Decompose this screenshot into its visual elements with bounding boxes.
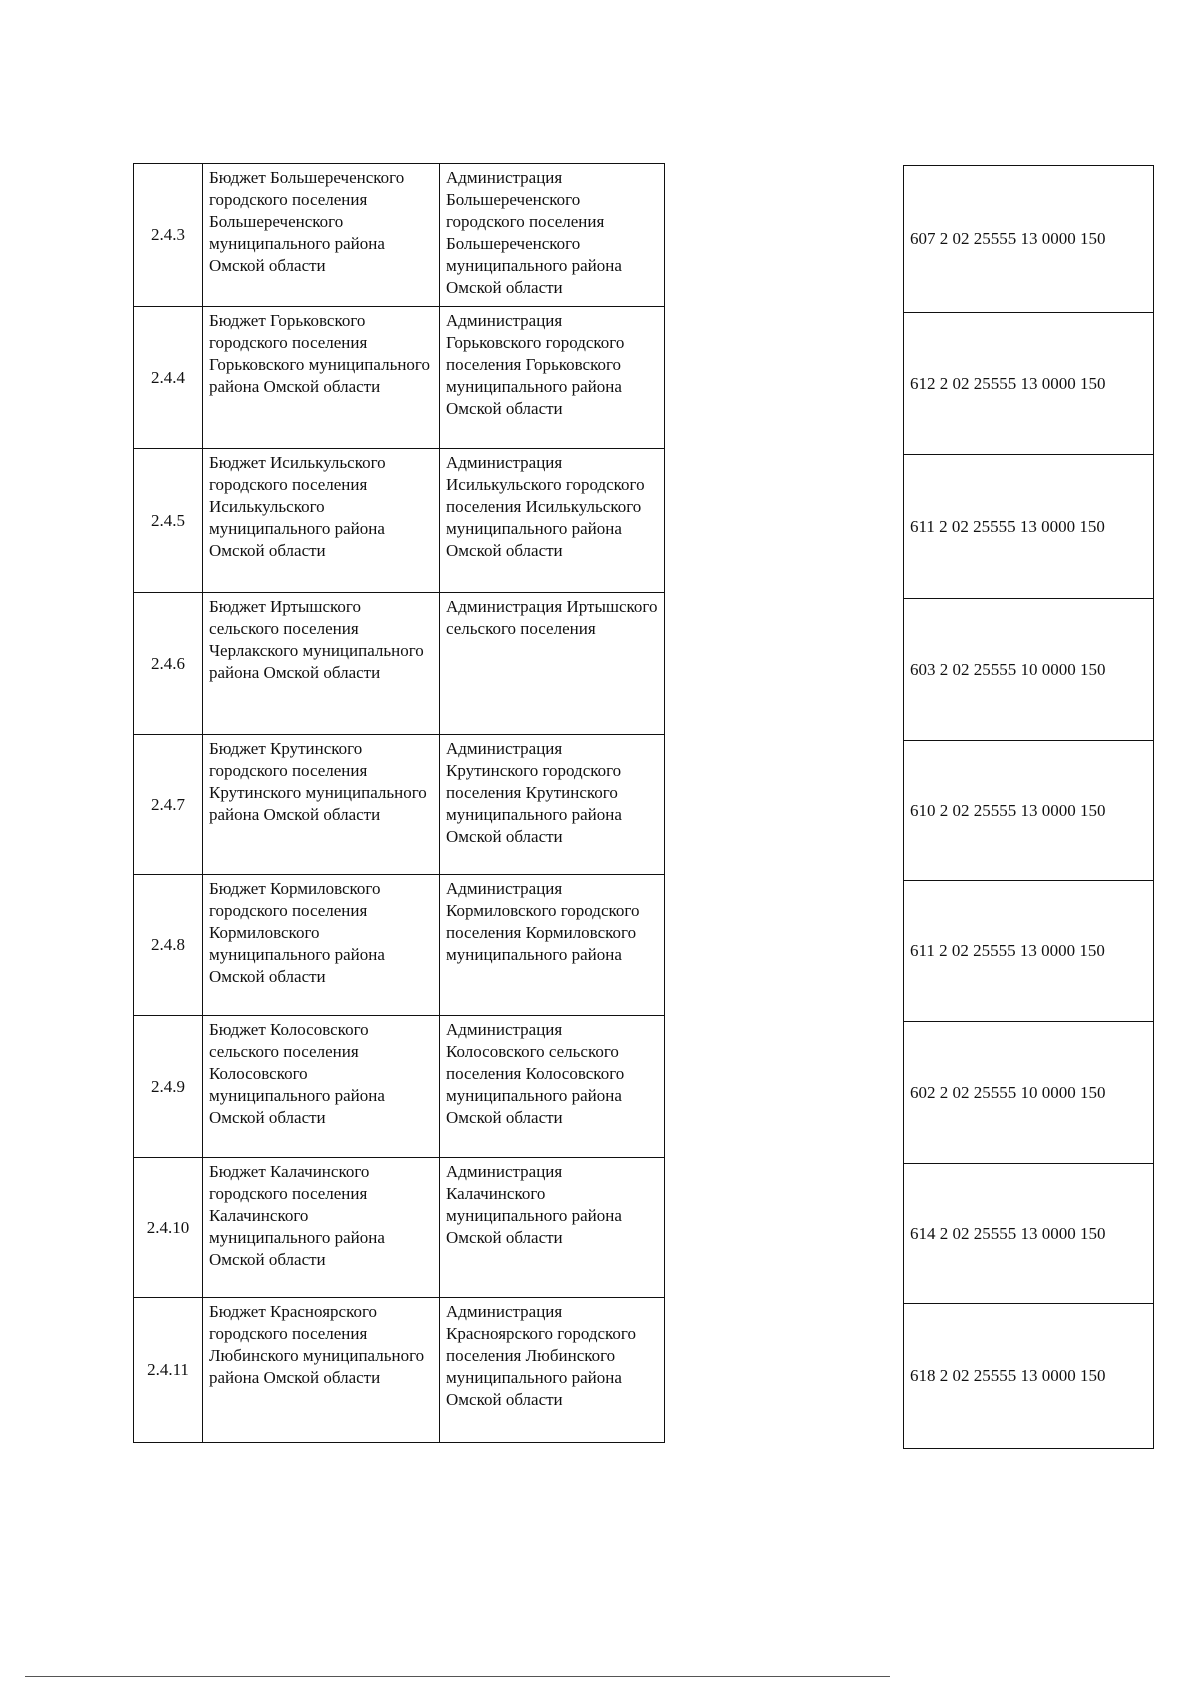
budget-code-table: [903, 165, 1154, 1449]
budget-classification-code: 603 2 02 25555 10 0000 150: [904, 599, 1154, 741]
budget-classification-code: 607 2 02 25555 13 0000 150: [904, 166, 1154, 313]
table-row: [904, 741, 1154, 881]
budget-classification-code: 611 2 02 25555 13 0000 150: [904, 455, 1154, 599]
row-number: 2.4.5: [134, 449, 203, 593]
table-row: [134, 307, 665, 449]
row-number: 2.4.3: [134, 164, 203, 307]
budget-name: Бюджет Красноярского городского поселения Любинского муниципального района Омской области: [203, 1298, 440, 1443]
page-bottom-divider: [25, 1676, 890, 1677]
administrator-name: Администрация Иртышского сельского поселения: [440, 593, 665, 735]
table-row: [904, 455, 1154, 599]
table-row: [904, 1022, 1154, 1164]
table-row: [904, 1304, 1154, 1449]
row-number: 2.4.11: [134, 1298, 203, 1443]
administrator-name: Администрация Колосовского сельского поселения Колосовского муниципального района Омской области: [440, 1016, 665, 1158]
budget-classification-code: 610 2 02 25555 13 0000 150: [904, 741, 1154, 881]
administrator-name: Администрация Горьковского городского поселения Горьковского муниципального района Омской области: [440, 307, 665, 449]
row-number: 2.4.4: [134, 307, 203, 449]
budget-name: Бюджет Исилькульского городского поселения Исилькульского муниципального района Омской области: [203, 449, 440, 593]
row-number: 2.4.6: [134, 593, 203, 735]
budget-name: Бюджет Кормиловского городского поселения Кормиловского муниципального района Омской области: [203, 875, 440, 1016]
budget-name: Бюджет Крутинского городского поселения Крутинского муниципального района Омской области: [203, 735, 440, 875]
budget-name: Бюджет Горьковского городского поселения Горьковского муниципального района Омской области: [203, 307, 440, 449]
row-number: 2.4.9: [134, 1016, 203, 1158]
table-row: [134, 449, 665, 593]
recipients-table: [133, 163, 665, 1443]
budget-classification-code: 618 2 02 25555 13 0000 150: [904, 1304, 1154, 1449]
row-number: 2.4.7: [134, 735, 203, 875]
table-row: [134, 164, 665, 307]
budget-classification-code: 602 2 02 25555 10 0000 150: [904, 1022, 1154, 1164]
budget-name: Бюджет Большереченского городского поселения Большереченского муниципального района Омской области: [203, 164, 440, 307]
table-row: [904, 166, 1154, 313]
table-row: [134, 875, 665, 1016]
administrator-name: Администрация Крутинского городского поселения Крутинского муниципального района Омской области: [440, 735, 665, 875]
administrator-name: Администрация Большереченского городского поселения Большереченского муниципального района Омской области: [440, 164, 665, 307]
budget-name: Бюджет Колосовского сельского поселения Колосовского муниципального района Омской области: [203, 1016, 440, 1158]
budget-classification-code: 612 2 02 25555 13 0000 150: [904, 313, 1154, 455]
administrator-name: Администрация Исилькульского городского поселения Исилькульского муниципального района Омской области: [440, 449, 665, 593]
row-number: 2.4.8: [134, 875, 203, 1016]
administrator-name: Администрация Красноярского городского поселения Любинского муниципального района Омской области: [440, 1298, 665, 1443]
budget-name: Бюджет Иртышского сельского поселения Черлакского муниципального района Омской области: [203, 593, 440, 735]
row-number: 2.4.10: [134, 1158, 203, 1298]
table-row: [904, 313, 1154, 455]
administrator-name: Администрация Калачинского муниципального района Омской области: [440, 1158, 665, 1298]
administrator-name: Администрация Кормиловского городского поселения Кормиловского муниципального района: [440, 875, 665, 1016]
table-row: [134, 1298, 665, 1443]
budget-classification-code: 611 2 02 25555 13 0000 150: [904, 881, 1154, 1022]
table-row: [904, 1164, 1154, 1304]
budget-classification-code: 614 2 02 25555 13 0000 150: [904, 1164, 1154, 1304]
table-row: [134, 593, 665, 735]
budget-name: Бюджет Калачинского городского поселения Калачинского муниципального района Омской области: [203, 1158, 440, 1298]
table-row: [134, 1016, 665, 1158]
table-row: [134, 1158, 665, 1298]
table-row: [904, 881, 1154, 1022]
table-row: [904, 599, 1154, 741]
table-row: [134, 735, 665, 875]
